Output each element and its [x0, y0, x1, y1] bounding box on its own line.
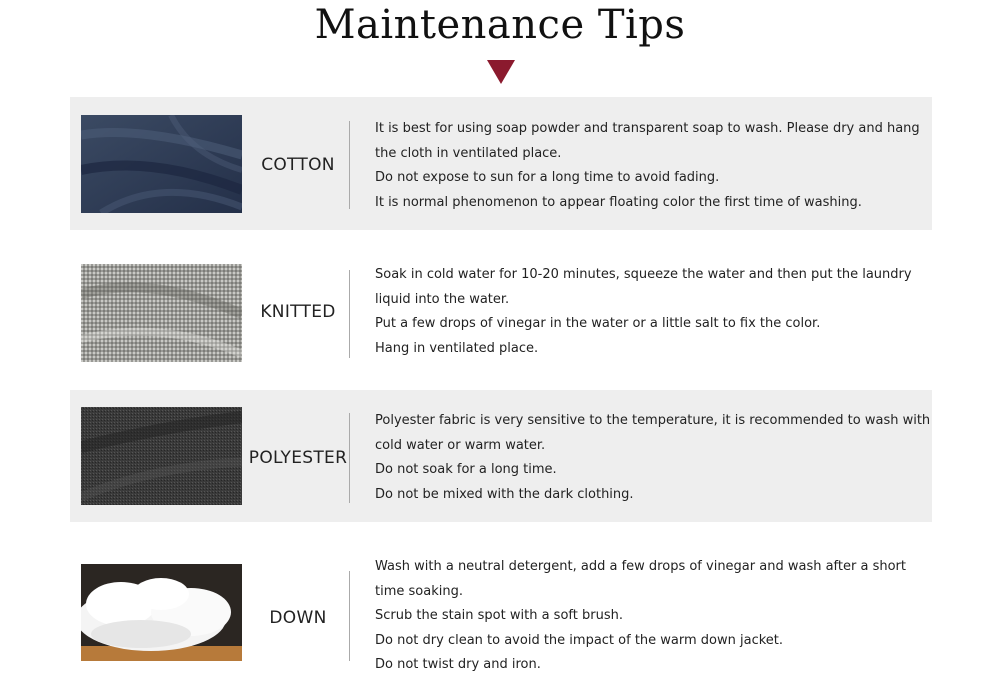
tip-text: Soak in cold water for 10-20 minutes, squeeze the water and then put the laundry liquid into the water. — [375, 267, 912, 307]
tip-text: Scrub the stain spot with a soft brush. — [375, 608, 623, 624]
divider — [349, 121, 350, 209]
divider — [349, 413, 350, 503]
fabric-row-down — [70, 540, 932, 690]
down-feather-image — [81, 564, 242, 661]
cotton-fabric-image — [81, 115, 242, 213]
polyester-fabric-image — [81, 407, 242, 505]
care-tips — [375, 409, 931, 507]
fabric-name: COTTON — [261, 155, 335, 175]
tip-text: Do not soak for a long time. — [375, 462, 557, 478]
tip-text: Do not expose to sun for a long time to avoid fading. — [375, 170, 720, 186]
divider — [349, 270, 350, 358]
fabric-name: KNITTED — [260, 302, 336, 322]
tip-text: It is best for using soap powder and transparent soap to wash. Please dry and hang the cloth in ventilated place. — [375, 121, 920, 161]
tip-text: Hang in ventilated place. — [375, 340, 539, 356]
tip-text: Put a few drops of vinegar in the water or a little salt to fix the color. — [375, 316, 821, 332]
fabric-name: POLYESTER — [248, 448, 348, 468]
fabric-name: DOWN — [269, 608, 327, 628]
tip-text: Do not dry clean to avoid the impact of the warm down jacket. — [375, 632, 784, 648]
tip-text: Wash with a neutral detergent, add a few drops of vinegar and wash after a short time soaking. — [375, 559, 906, 599]
tip-text: Do not twist dry and iron. — [375, 657, 541, 673]
down-arrow-icon — [487, 60, 515, 84]
care-tips — [375, 117, 931, 215]
divider — [349, 571, 350, 661]
care-tips — [375, 263, 931, 361]
fabric-row-knitted — [70, 245, 932, 375]
page-title: Maintenance Tips — [314, 2, 686, 48]
tip-text: Polyester fabric is very sensitive to the temperature, it is recommended to wash with cold water or warm water. — [375, 413, 931, 453]
knitted-fabric-image — [81, 264, 242, 362]
tip-text: Do not be mixed with the dark clothing. — [375, 486, 634, 502]
fabric-row-polyester — [70, 390, 932, 522]
care-tips — [375, 555, 931, 678]
tip-text: It is normal phenomenon to appear floating color the first time of washing. — [375, 194, 862, 210]
fabric-row-cotton — [70, 97, 932, 230]
